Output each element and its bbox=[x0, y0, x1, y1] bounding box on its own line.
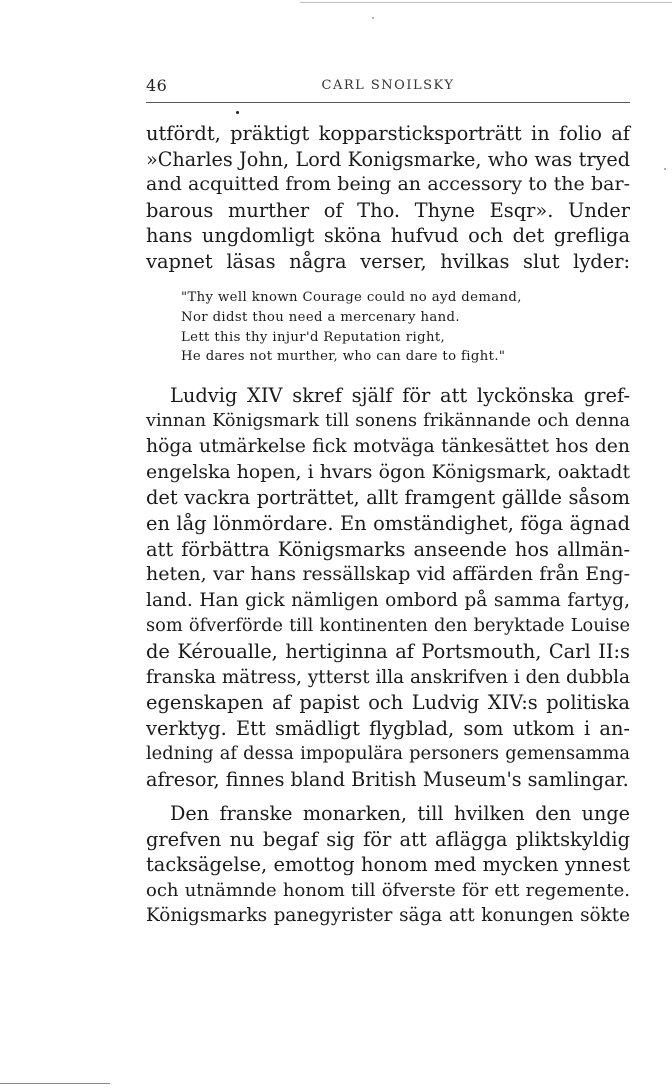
text-line: verktyg. Ett smädligt flygblad, som utkom i an- bbox=[146, 716, 630, 740]
paragraph-3 bbox=[146, 801, 630, 929]
text-line: utfördt, präktigt kopparsticksporträtt in folio af bbox=[146, 122, 630, 145]
text-line: »Charles John, Lord Konigsmarke, who was tryed bbox=[146, 147, 630, 171]
text-line: land. Han gick nämligen ombord på samma fartyg, bbox=[146, 589, 630, 611]
text-line: och utnämnde honom till öfverste för ett regemente. bbox=[146, 879, 630, 901]
text-line: Königsmarks panegyrister säga att konungen sökte bbox=[146, 905, 630, 927]
page-header bbox=[146, 76, 630, 98]
text-line: ledning af dessa impopulära personers gemensamma bbox=[146, 743, 630, 765]
text-line: det vackra porträttet, allt framgent gällde såsom bbox=[146, 486, 630, 510]
text-line: de Kéroualle, hertiginna af Portsmouth, Carl II:s bbox=[146, 639, 630, 663]
text-line: Ludvig XIV skref själf för att lyckönska gref- bbox=[170, 384, 630, 407]
text-line: and acquitted from being an accessory to the bar- bbox=[146, 173, 630, 196]
text-line: heten, var hans ressällskap vid affärden från Eng- bbox=[146, 563, 630, 586]
scan-edge-bottom bbox=[0, 1083, 110, 1084]
paragraph-1 bbox=[146, 121, 630, 275]
text-line: Den franske monarken, till hvilken den unge bbox=[170, 802, 630, 825]
page-number: 46 bbox=[146, 76, 168, 95]
text-line: egenskapen af papist och Ludvig XIV:s politiska bbox=[146, 691, 630, 715]
text-line: höga utmärkelse fick motväga tänkesättet hos den bbox=[146, 436, 630, 458]
scan-speck bbox=[372, 17, 374, 19]
text-line: hans ungdomligt sköna hufvud och det grefliga bbox=[146, 224, 630, 248]
text-line: afresor, finnes bland British Museum's samlingar. bbox=[146, 767, 629, 791]
scan-speck bbox=[664, 168, 666, 170]
verse-line: Nor didst thou need a mercenary hand. bbox=[181, 309, 460, 325]
verse-line: Lett this thy injur'd Reputation right, bbox=[181, 329, 446, 345]
text-line: engelska hopen, i hvars ögon Königsmark, oaktadt bbox=[146, 461, 630, 483]
text-line: som öfverförde till kontinenten den beryktade Louise bbox=[146, 615, 630, 637]
text-line: barous murther of Tho. Thyne Esqr». Under bbox=[146, 198, 630, 222]
verse-quote bbox=[181, 288, 630, 367]
text-line: att förbättra Königsmarks anseende hos allmän- bbox=[146, 537, 630, 561]
scan-edge-top bbox=[300, 2, 672, 3]
text-line: tacksägelse, emottog honom med mycken ynnest bbox=[146, 853, 630, 877]
text-line: franska mätress, ytterst illa anskrifven i den dubbla bbox=[146, 666, 630, 688]
text-line: vinnan Königsmark till sonens frikännande och denna bbox=[146, 410, 630, 431]
verse-line: "Thy well known Courage could no ayd demand, bbox=[181, 290, 522, 305]
text-line: grefven nu begaf sig för att aflägga pliktskyldig bbox=[146, 827, 630, 851]
running-head: CARL SNOILSKY bbox=[321, 78, 455, 93]
verse-line: He dares not murther, who can dare to fight." bbox=[181, 349, 506, 365]
text-line: vapnet läsas några verser, hvilkas slut lyder: bbox=[146, 249, 630, 273]
text-line: en låg lönmördare. En omständighet, föga ägnad bbox=[146, 511, 630, 535]
header-rule bbox=[146, 102, 630, 103]
ink-dot bbox=[236, 111, 239, 114]
paragraph-2 bbox=[146, 383, 630, 793]
